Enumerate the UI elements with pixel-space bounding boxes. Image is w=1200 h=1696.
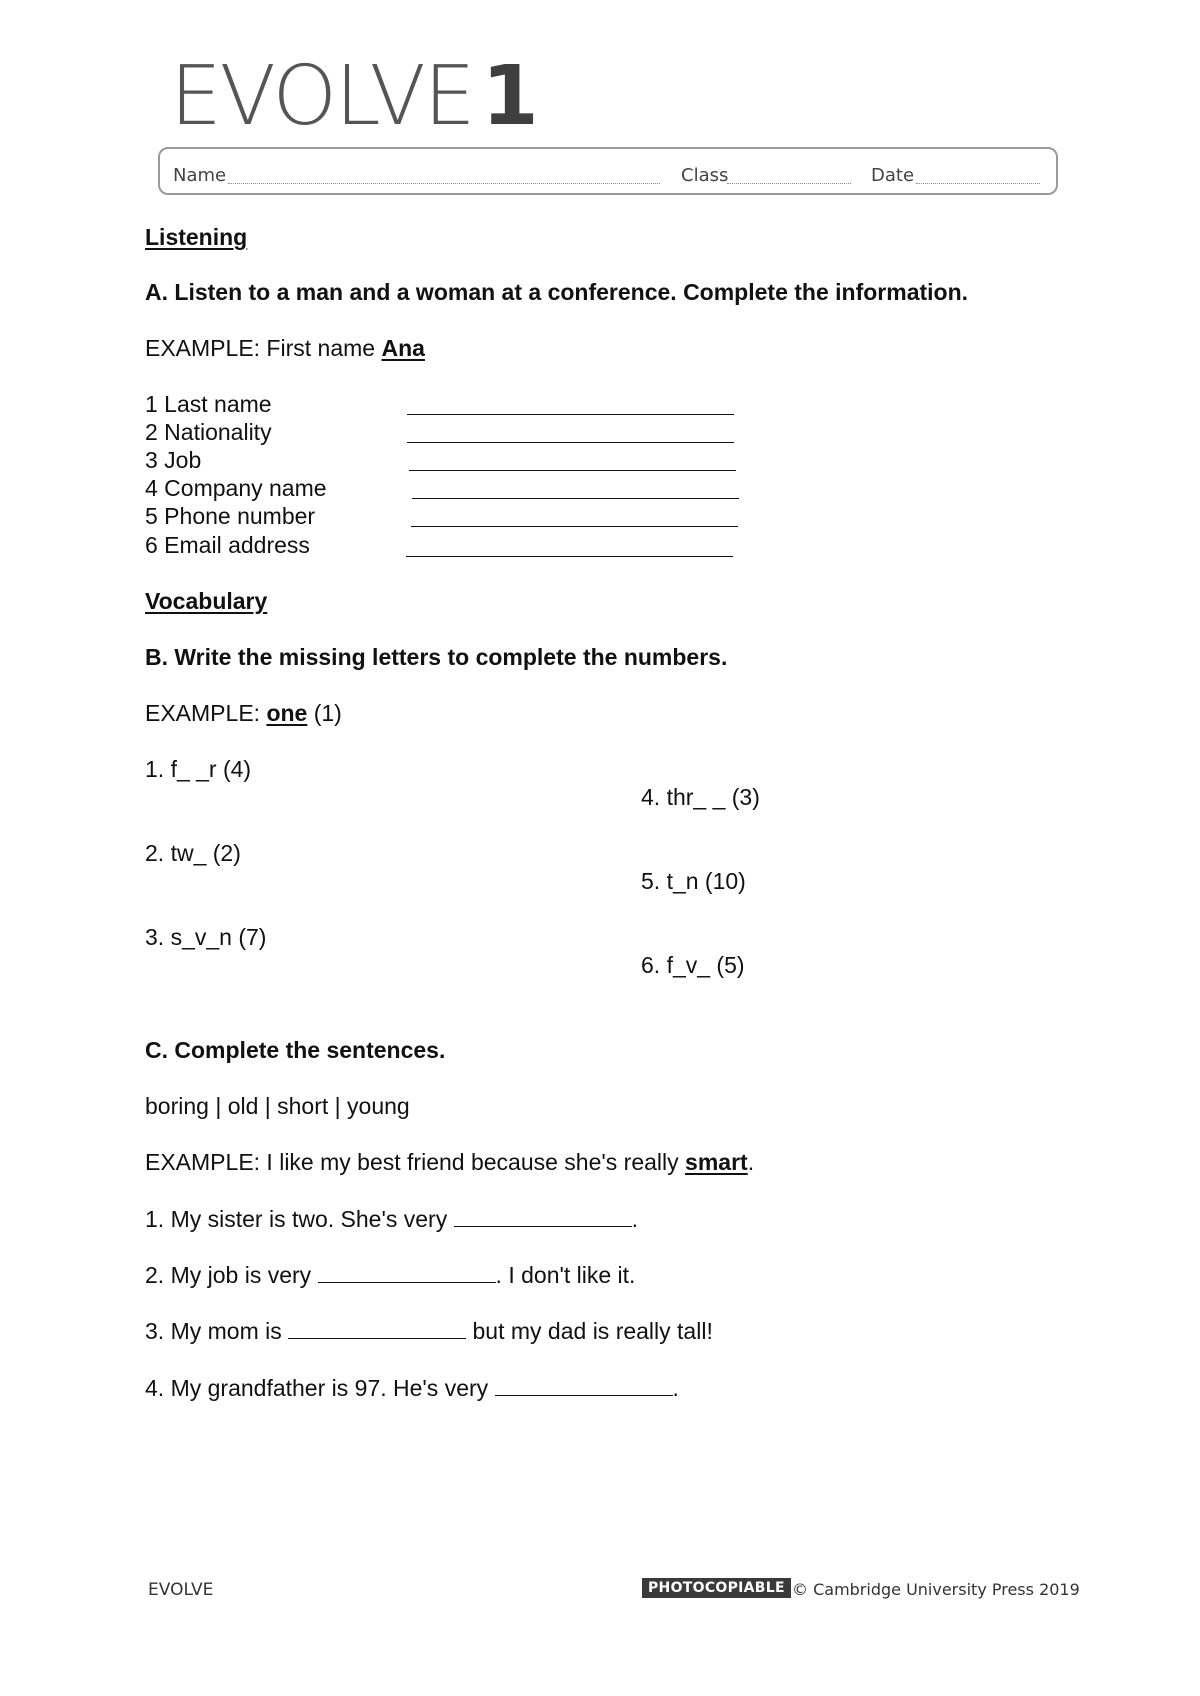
vocabulary-example-answer: one — [266, 700, 308, 726]
sentence-item — [145, 1208, 638, 1231]
date-label: Date — [871, 165, 915, 186]
sentence-text: . — [631, 1206, 638, 1232]
sentence-text: 1. My sister is two. She's very — [145, 1206, 454, 1232]
evolve-logo — [170, 49, 537, 144]
listening-example-prefix: EXAMPLE: First name — [145, 335, 382, 361]
sentence-item — [145, 1377, 679, 1400]
sentence-blank[interactable] — [454, 1226, 632, 1227]
answer-line-job[interactable] — [409, 470, 736, 471]
listening-item-email-address: 6 Email address — [145, 532, 310, 558]
number-item: 5. t_n (10) — [641, 868, 746, 894]
section-c-example-answer: smart — [685, 1149, 748, 1175]
class-label: Class — [681, 165, 729, 186]
vocabulary-example — [145, 702, 342, 725]
answer-line-nationality[interactable] — [407, 442, 734, 443]
sentence-blank[interactable] — [318, 1282, 496, 1283]
word-box: boring | old | short | young — [145, 1093, 410, 1119]
number-item: 4. thr_ _ (3) — [641, 784, 760, 810]
answer-line-phone-number[interactable] — [411, 526, 738, 527]
listening-item-job: 3 Job — [145, 447, 202, 473]
sentence-blank[interactable] — [288, 1338, 466, 1339]
sentence-text: but my dad is really tall! — [466, 1318, 713, 1344]
photocopiable-badge: PHOTOCOPIABLE — [642, 1578, 791, 1598]
section-c-example-suffix: . — [747, 1149, 755, 1175]
copyright-notice: © Cambridge University Press 2019 — [792, 1580, 1080, 1599]
vocabulary-example-prefix: EXAMPLE: — [145, 700, 267, 726]
name-field[interactable] — [228, 183, 660, 184]
name-label: Name — [173, 165, 227, 186]
footer-brand: EVOLVE — [148, 1580, 214, 1600]
listening-item-company-name: 4 Company name — [145, 475, 327, 501]
sentence-text: 3. My mom is — [145, 1318, 289, 1344]
number-item: 3. s_v_n (7) — [145, 924, 267, 950]
listening-item-last-name: 1 Last name — [145, 391, 272, 417]
answer-line-company-name[interactable] — [412, 498, 739, 499]
class-field[interactable] — [727, 183, 851, 184]
number-item: 1. f_ _r (4) — [145, 756, 252, 782]
sentence-blank[interactable] — [495, 1395, 673, 1396]
logo-number: 1 — [481, 49, 537, 144]
section-c-instruction: C. Complete the sentences. — [145, 1037, 446, 1063]
section-c-example-prefix: EXAMPLE: I like my best friend because she's really — [145, 1149, 686, 1175]
vocabulary-example-suffix: (1) — [307, 700, 342, 726]
listening-item-phone-number: 5 Phone number — [145, 503, 316, 529]
number-item: 2. tw_ (2) — [145, 840, 241, 866]
number-item: 6. f_v_ (5) — [641, 952, 745, 978]
sentence-item — [145, 1264, 635, 1287]
section-c-example — [145, 1151, 754, 1174]
listening-heading: Listening — [145, 224, 248, 250]
logo-text: EVOLVE — [170, 49, 474, 144]
answer-line-email-address[interactable] — [406, 556, 733, 557]
sentence-text: . I don't like it. — [495, 1262, 636, 1288]
sentence-item — [145, 1320, 713, 1343]
sentence-text: 4. My grandfather is 97. He's very — [145, 1375, 495, 1401]
listening-item-nationality: 2 Nationality — [145, 419, 272, 445]
sentence-text: . — [672, 1375, 679, 1401]
answer-line-last-name[interactable] — [407, 414, 734, 415]
listening-instruction: A. Listen to a man and a woman at a conference. Complete the information. — [145, 279, 969, 305]
name-class-date-box — [158, 147, 1058, 195]
date-field[interactable] — [916, 183, 1040, 184]
listening-example — [145, 337, 425, 360]
vocabulary-instruction: B. Write the missing letters to complete the numbers. — [145, 644, 728, 670]
listening-example-answer: Ana — [381, 335, 425, 361]
vocabulary-heading: Vocabulary — [145, 588, 268, 614]
sentence-text: 2. My job is very — [145, 1262, 318, 1288]
